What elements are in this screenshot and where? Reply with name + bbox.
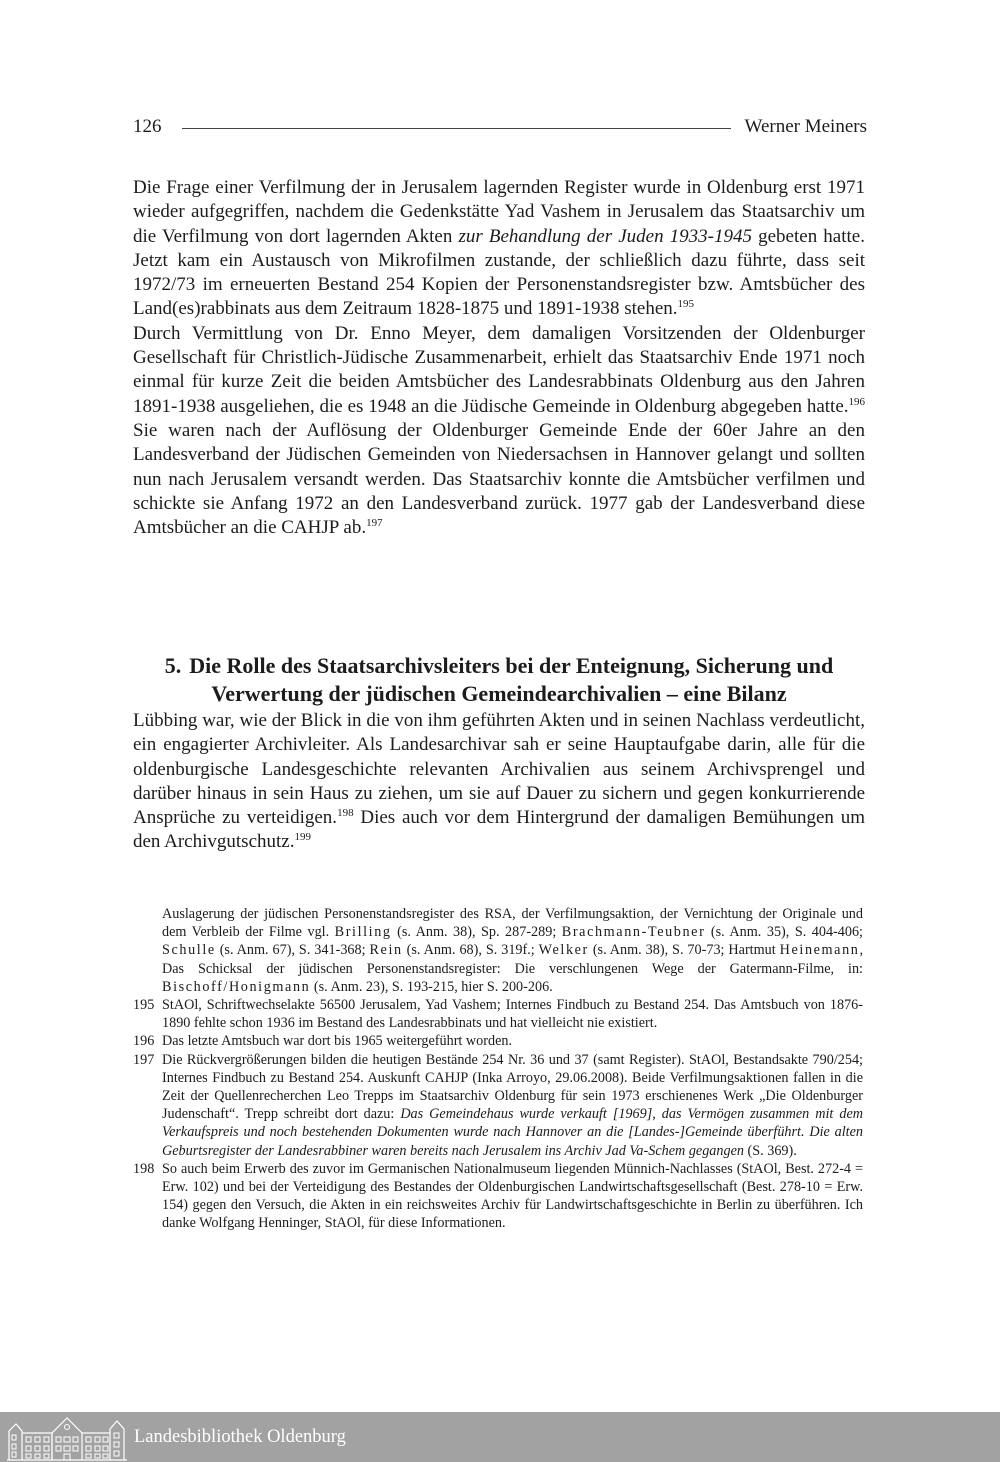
library-footer-bar [0, 1412, 1000, 1462]
footnote-number: 197 [133, 1051, 155, 1068]
text-run: Lübbing war, wie der Blick in die von ihm geführten Akten und in seinen Nachlass verdeutlicht, ein engagierter Archivleiter. Als Landesarchivar sah er seine Hauptaufgabe darin, alle für die oldenburgische Landesgeschichte relevanten Archivalien aus seinem Archivsprengel und darüber hinaus in sein Haus zu ziehen, um sie auf Dauer zu sichern und gegen konkurrierende Ansprüche zu verteidigen. [133, 710, 865, 829]
author-name: Brilling [334, 924, 392, 941]
paragraph [133, 709, 865, 855]
header-rule [182, 128, 731, 129]
text-run: Dies auch vor dem Hintergrund der damaligen Bemühungen um den Archivgutschutz. [133, 807, 865, 853]
footnote-number: 198 [133, 1160, 155, 1177]
footnote-text [162, 1160, 863, 1233]
footnote-reference[interactable]: 198 [337, 807, 354, 820]
library-name: Landesbibliothek Oldenburg [134, 1426, 346, 1447]
italic-text: zur Behandlung der Juden 1933-1945 [458, 225, 753, 247]
text-run: StAOl, Schriftwechselakte 56500 Jerusalem, Yad Vashem; Internes Findbuch zu Bestand 254. Das Amtsbuch von 1876-1890 fehlte schon 1936 im Bestand des Landesrabbinats und hat vielleicht nie existiert. [162, 997, 863, 1032]
paragraph [133, 176, 865, 322]
text-run: (s. Anm. 68), S. 319f.; [402, 942, 539, 959]
text-run: Durch Vermittlung von Dr. Enno Meyer, dem damaligen Vorsitzenden der Oldenburger Gesellschaft für Christlich-Jüdische Zusammenarbeit, erhielt das Staatsarchiv Ende 1971 noch einmal für kurze Zeit die beiden Amtsbücher des Landesrabbinats Oldenburg aus den Jahren 1891-1938 ausgeliehen, die es 1948 an die Jüdische Gemeinde in Oldenburg abgegeben hatte. [133, 322, 865, 417]
author-name: Heinemann [779, 942, 860, 959]
text-run: (S. 369). [743, 1142, 797, 1159]
author-name: Welker [538, 942, 589, 959]
text-run: So auch beim Erwerb des zuvor im Germanischen Nationalmuseum liegenden Münnich-Nachlasses (StAOl, Best. 272-4 = Erw. 102) und bei der Verteidigung des Bestandes der Oldenburgischen Landwirtschaftsgesellschaft (Best. 278-10 = Erw. 154) gegen den Versuch, die Akten in ein reichsweites Archiv für Landwirtschaftsgeschichte in Berlin zu überführen. Ich danke Wolfgang Henninger, StAOl, für diese Informationen. [162, 1160, 863, 1232]
section-text [133, 709, 865, 855]
author-name: Rein [369, 942, 403, 959]
text-run: (s. Anm. 67), S. 341-368; [215, 942, 370, 959]
footnote [133, 1032, 863, 1050]
text-run: Die Frage einer Verfilmung der in Jerusalem lagernden Register wurde in Oldenburg erst 1971 wieder aufgegriffen, nachdem die Gedenkstätte Yad Vashem in Jerusalem das Staatsarchiv um die Verfilmung von dort lagernden Akten [133, 177, 865, 247]
footnote [133, 1051, 863, 1160]
footnote [133, 905, 863, 996]
footnotes [133, 905, 863, 1233]
section-number: 5. [164, 653, 182, 679]
section-title: Die Rolle des Staatsarchivsleiters bei der Enteignung, Sicherung und Verwertung der jüdischen Gemeindearchivalien – eine Bilanz [189, 653, 834, 707]
text-run: Sie waren nach der Auflösung der Oldenburger Gemeinde Ende der 60er Jahre an den Landesverband der Jüdischen Gemeinden von Niedersachsen in Hannover gelangt und sollten nun nach Jerusalem versandt werden. Das Staatsarchiv konnte die Amtsbücher verfilmen und schickte sie Anfang 1972 an den Landesverband zurück. 1977 gab der Landesverband diese Amtsbücher an die CAHJP ab. [133, 419, 865, 539]
footnote-text [162, 905, 863, 996]
footnote-reference[interactable]: 199 [294, 831, 311, 844]
running-header [133, 113, 867, 141]
text-run: Auslagerung der jüdischen Personenstandsregister des RSA, der Verfilmungsaktion, der Vernichtung der Originale und dem Verbleib der Filme vgl. [162, 906, 863, 941]
text-run: Das letzte Amtsbuch war dort bis 1965 weitergeführt worden. [162, 1033, 513, 1050]
paragraph [133, 322, 865, 541]
author-name: Schulle [162, 942, 216, 959]
footnote [133, 996, 863, 1032]
footnote-text [162, 996, 863, 1032]
footnote-number: 195 [133, 997, 155, 1014]
text-run: , Das Schicksal der jüdischen Personenstandsregister: Die verschlungenen Wege der Gatermann-Filme, in: [162, 942, 863, 977]
italic-text: Das Gemeindehaus wurde verkauft [1969], das Vermögen zusammen mit dem Verkaufspreis und noch bestehenden Dokumenten wurde nach Hannover an die [Landes-]Gemeinde überführt. Die alten Geburtsregister der Landesrabbiner waren bereits nach Jerusalem ins Archiv Jad Va-Schem gegangen [162, 1106, 863, 1159]
text-run: (s. Anm. 38), S. 70-73; Hartmut [588, 942, 780, 959]
running-head-author: Werner Meiners [744, 116, 867, 137]
text-run: Die Rückvergrößerungen bilden die heutigen Bestände 254 Nr. 36 und 37 (samt Register). StAOl, Bestandsakte 790/254; Internes Findbuch zu Bestand 254. Auskunft CAHJP (Inka Arroyo, 29.06.2008). Beide Verfilmungsaktionen fallen in die Zeit der Quellenrecherchen Leo Trepps im Staatsarchiv Oldenburg für sein 1973 erschienenes Werk „Die Oldenburger Judenschaft“. Trepp schreibt dort dazu: [162, 1051, 863, 1123]
author-name: Brachmann-Teubner [561, 924, 706, 941]
footnote-text [162, 1051, 863, 1160]
section-heading [133, 652, 865, 708]
text-run: (s. Anm. 35), S. 404-406; [705, 924, 863, 941]
main-text [133, 176, 865, 540]
text-run: (s. Anm. 38), Sp. 287-289; [391, 924, 562, 941]
footnote-reference[interactable]: 195 [677, 298, 695, 311]
text-run: gebeten hatte. Jetzt kam ein Austausch von Mikrofilmen zustande, der schließlich dazu führte, dass seit 1972/73 im erneuerten Bestand 254 Kopien der Personenstandsregister bzw. Amtsbücher des Land(es)rabbinats aus dem Zeitraum 1828-1875 und 1891-1938 stehen. [133, 225, 865, 320]
footnote-reference[interactable]: 197 [366, 517, 383, 530]
library-building-icon [6, 1415, 128, 1461]
footnote-reference[interactable]: 196 [848, 395, 865, 408]
footnote-number: 196 [133, 1033, 155, 1050]
footnote-text [162, 1032, 863, 1050]
footnote [133, 1160, 863, 1233]
text-run: (s. Anm. 23), S. 193-215, hier S. 200-206. [310, 978, 553, 995]
author-name: Bischoff/Honigmann [162, 978, 311, 995]
page-number: 126 [133, 116, 162, 137]
